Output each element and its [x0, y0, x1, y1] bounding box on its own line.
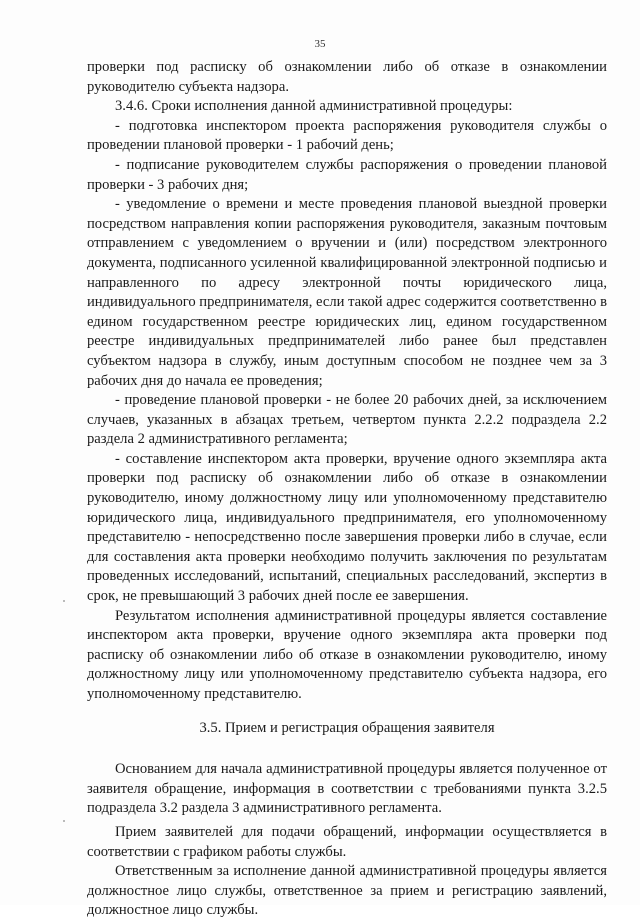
paragraph: Прием заявителей для подачи обращений, информации осуществляется в соответствии с графиком работы службы.	[87, 823, 607, 860]
section-heading: 3.5. Прием и регистрация обращения заявителя	[199, 719, 495, 736]
document-body	[87, 58, 607, 921]
paragraph: Ответственным за исполнение данной административной процедуры является должностное лицо службы, ответственное за прием и регистрацию заявлений, должностное лицо службы.	[87, 863, 607, 919]
page-number: 35	[314, 38, 326, 50]
paragraph: Основанием для начала административной процедуры является полученное от заявителя обращение, информация в соответствии с требованиями пункта 3.2.5 подраздела 3.2 раздела 3 административного регламента.	[87, 761, 607, 817]
list-item: - подготовка инспектором проекта распоряжения руководителя службы о проведении плановой проверки - 1 рабочий день;	[87, 117, 607, 154]
list-item: - проведение плановой проверки - не более 20 рабочих дней, за исключением случаев, указанных в абзацах третьем, четвертом пункта 2.2.2 подраздела 2.2 раздела 2 административного регламента;	[87, 392, 607, 448]
scan-mark	[63, 820, 65, 822]
scan-mark	[63, 600, 65, 602]
list-item: - составление инспектором акта проверки, вручение одного экземпляра акта проверки под расписку об ознакомлении либо об отказе в ознакомлении руководителю, иному должностному лицу или уполномоченному представителю юридического лица, индивидуального предпринимателя, его уполномоченному представителю - непосредственно после завершения проверки либо в случае, если для составления акта проверки необходимо получить заключения по результатам проведенных исследований, испытаний, специальных расследований, экспертиз в срок, не превышающий 3 рабочих дней после ее завершения.	[87, 450, 607, 605]
list-item: - подписание руководителем службы распоряжения о проведении плановой проверки - 3 рабочих дня;	[87, 156, 607, 193]
paragraph: 3.4.6. Сроки исполнения данной административной процедуры:	[115, 98, 513, 115]
paragraph: Результатом исполнения административной процедуры является составление инспектором акта проверки, вручение одного экземпляра акта проверки под расписку об ознакомлении либо об отказе в ознакомлении руководителю, иному должностному лицу или уполномоченному представителю субъекта надзора, его уполномоченному представителю.	[87, 607, 607, 702]
list-item: - уведомление о времени и месте проведения плановой выездной проверки посредством направления копии распоряжения руководителя, заказным почтовым отправлением с уведомлением о вручении и (или) посредством электронного документа, подписанного усиленной квалифицированной электронной подписью и направленного по адресу электронной почты юридического лица, индивидуального предпринимателя, если такой адрес содержится соответственно в едином государственном реестре юридических лиц, едином государственном реестре индивидуальных предпринимателей либо ранее был представлен субъектом надзора в службу, иным доступным способом не позднее чем за 3 рабочих дня до начала ее проведения;	[87, 196, 607, 389]
paragraph: проверки под расписку об ознакомлении либо об отказе в ознакомлении руководителю субъекта надзора.	[87, 59, 607, 95]
